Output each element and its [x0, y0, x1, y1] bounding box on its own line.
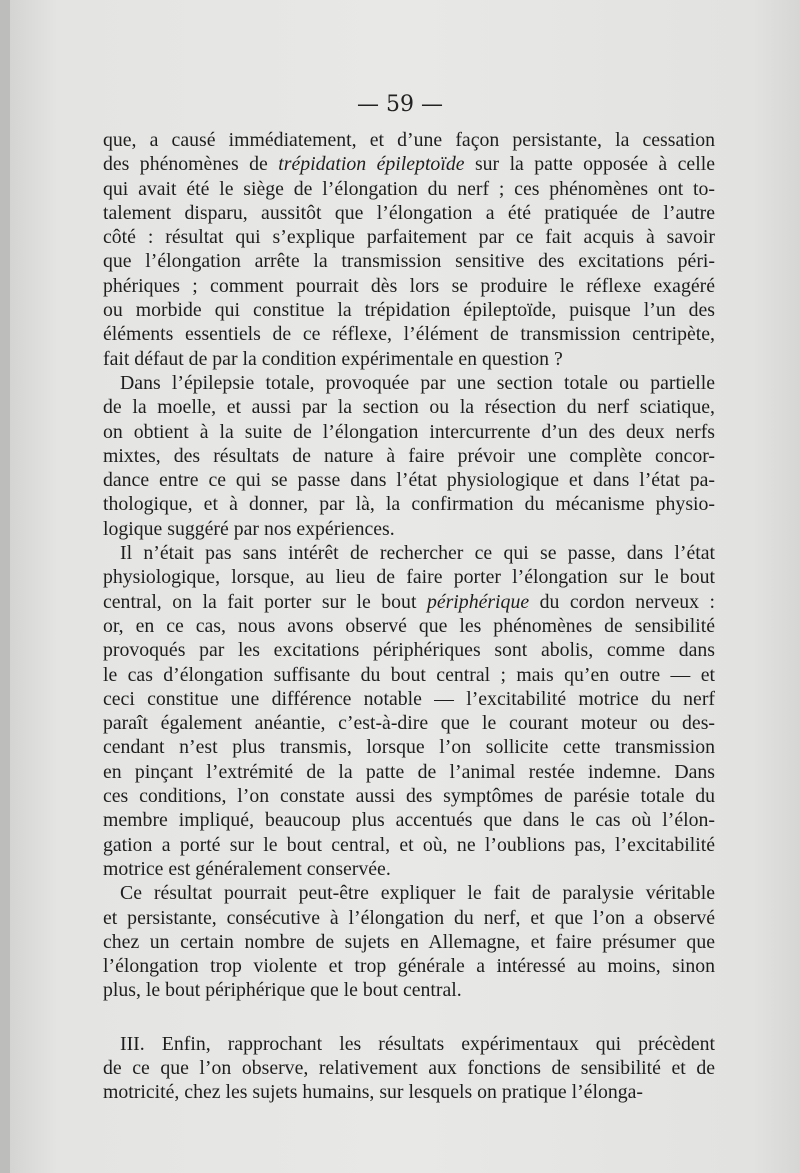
- body-text: [103, 128, 715, 1105]
- page-number: — 59 —: [357, 92, 443, 117]
- text-line: ces conditions, l’on constate aussi des symptômes de parésie totale du: [103, 785, 715, 808]
- text-line: des phénomènes de trépidation épileptoïde sur la patte opposée à celle: [103, 153, 715, 176]
- text-line: Dans l’épilepsie totale, provoquée par une section totale ou partielle: [120, 371, 715, 394]
- text-line: mixtes, des résultats de nature à faire prévoir une complète concor-: [103, 444, 715, 467]
- text-line: et persistante, consécutive à l’élongation du nerf, et que l’on a observé: [103, 906, 715, 929]
- text-line: III. Enfin, rapprochant les résultats expérimentaux qui précèdent: [120, 1032, 715, 1055]
- text-line: paraît également anéantie, c’est-à-dire que le courant moteur ou des-: [103, 712, 715, 735]
- text-line: côté : résultat qui s’explique parfaitement par ce fait acquis à savoir: [103, 226, 715, 249]
- text-line: or, en ce cas, nous avons observé que les phénomènes de sensibilité: [103, 614, 715, 637]
- text-line: thologique, et à donner, par là, la confirmation du mécanisme physio-: [103, 493, 715, 516]
- text-line: qui avait été le siège de l’élongation du nerf ; ces phénomènes ont to-: [103, 177, 715, 200]
- paragraph: [103, 1032, 715, 1105]
- text-line: membre impliqué, beaucoup plus accentués que dans le cas où l’élon-: [103, 809, 715, 832]
- text-line: que, a causé immédiatement, et d’une façon persistante, la cessation: [103, 129, 715, 151]
- text-line: plus, le bout périphérique que le bout central.: [103, 979, 462, 1002]
- text-line: de ce que l’on observe, relativement aux fonctions de sensibilité et de: [103, 1056, 715, 1079]
- text-line: chez un certain nombre de sujets en Allemagne, et faire présumer que: [103, 930, 715, 953]
- paragraph: [103, 881, 715, 1002]
- italic-phrase: périphérique: [426, 590, 530, 613]
- paragraph: [103, 541, 715, 881]
- paragraph: [103, 128, 715, 371]
- text-line: dance entre ce qui se passe dans l’état physiologique et dans l’état pa-: [103, 469, 715, 492]
- text-line: ou morbide qui constitue la trépidation épileptoïde, puisque l’un des: [103, 299, 715, 322]
- text-line: Il n’était pas sans intérêt de rechercher ce qui se passe, dans l’état: [120, 542, 715, 565]
- text-line: fait défaut de par la condition expérimentale en question ?: [103, 347, 563, 370]
- italic-phrase: trépidation épileptoïde: [278, 153, 465, 176]
- text-line: ceci constitue une différence notable — l’excitabilité motrice du nerf: [103, 687, 715, 710]
- text-line: de la moelle, et aussi par la section ou la résection du nerf sciatique,: [103, 396, 715, 419]
- text-line: provoqués par les excitations périphériques sont abolis, comme dans: [103, 639, 715, 662]
- text-line: logique suggéré par nos expériences.: [103, 517, 395, 540]
- text-line: que l’élongation arrête la transmission sensitive des excitations péri-: [103, 250, 715, 273]
- text-line: motricité, chez les sujets humains, sur lesquels on pratique l’élonga-: [103, 1081, 643, 1104]
- text-line: cendant n’est plus transmis, lorsque l’on sollicite cette transmission: [103, 736, 715, 759]
- text-line: le cas d’élongation suffisante du bout central ; mais qu’en outre — et: [103, 663, 715, 686]
- text-line: Ce résultat pourrait peut-être expliquer le fait de paralysie véritable: [120, 882, 715, 905]
- text-line: on obtient à la suite de l’élongation intercurrente d’un des deux nerfs: [103, 420, 715, 443]
- text-line: l’élongation trop violente et trop générale a intéressé au moins, sinon: [103, 955, 715, 978]
- text-line: en pinçant l’extrémité de la patte de l’animal restée indemne. Dans: [103, 760, 715, 783]
- text-line: éléments essentiels de ce réflexe, l’élément de transmission centripète,: [103, 323, 715, 346]
- text-line: motrice est généralement conservée.: [103, 857, 391, 880]
- paragraph: [103, 371, 715, 541]
- text-line: phériques ; comment pourrait dès lors se produire le réflexe exagéré: [103, 274, 715, 297]
- text-line: gation a porté sur le bout central, et où, ne l’oublions pas, l’excitabilité: [103, 833, 715, 856]
- text-line: central, on la fait porter sur le bout périphérique du cordon nerveux :: [103, 590, 715, 613]
- text-line: physiologique, lorsque, au lieu de faire porter l’élongation sur le bout: [103, 566, 715, 589]
- text-line: talement disparu, aussitôt que l’élongation a été pratiquée de l’autre: [103, 201, 715, 224]
